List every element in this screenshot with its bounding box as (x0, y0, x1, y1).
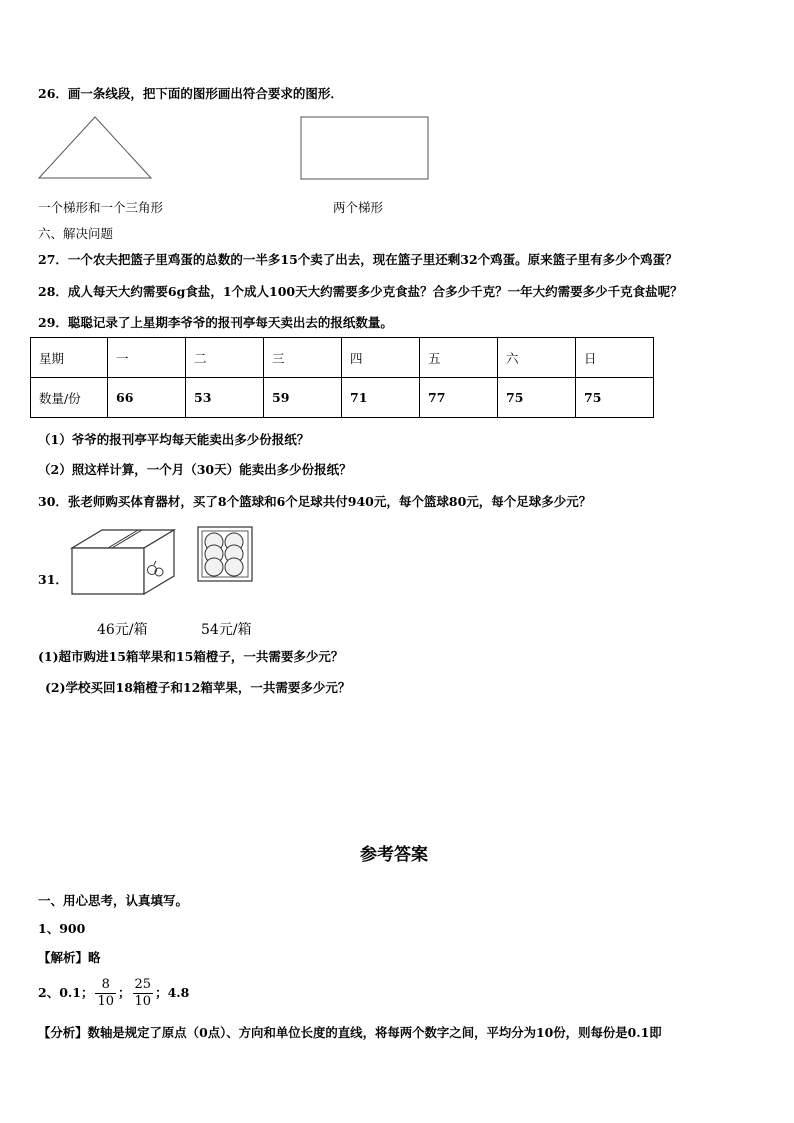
table-row (31, 338, 654, 378)
answer-1-note: 【解析】略 (38, 950, 101, 965)
table-cell: 53 (186, 378, 264, 418)
fraction-8-10 (95, 977, 116, 1010)
table-cell-label: 数量/份 (31, 378, 108, 418)
orange-price: 54元/箱 (201, 622, 252, 638)
q31-sub2: (2)学校买回18箱橙子和12箱苹果，一共需要多少元？ (45, 680, 351, 695)
answer-2-separator: ； (118, 985, 131, 1000)
q31-number: 31． (38, 572, 68, 587)
rectangle-figure (300, 116, 430, 182)
table-cell: 日 (576, 338, 654, 378)
table-cell: 二 (186, 338, 264, 378)
answers-heading: 参考答案 (360, 845, 428, 865)
answers-section1: 一、用心思考，认真填写。 (38, 893, 189, 908)
answer-2 (38, 975, 189, 1011)
table-cell: 75 (498, 378, 576, 418)
q29-sub2: （2）照这样计算，一个月（30天）能卖出多少份报纸？ (38, 462, 352, 477)
apple-box-icon (68, 526, 178, 598)
fraction-denominator: 10 (134, 994, 152, 1009)
answer-2-note: 【分析】数轴是规定了原点（0点）、方向和单位长度的直线，将每两个数字之间，平均分为10份，则每份是0.1即 (38, 1025, 662, 1040)
answer-2-prefix: 2、0.1； (38, 985, 94, 1000)
fraction-numerator: 8 (95, 977, 116, 994)
q29-title: 29．聪聪记录了上星期李爷爷的报刊亭每天卖出去的报纸数量。 (38, 315, 393, 330)
table-cell: 三 (264, 338, 342, 378)
answer-1: 1、900 (38, 921, 86, 936)
table-cell: 66 (108, 378, 186, 418)
table-cell-label: 星期 (31, 338, 108, 378)
section6-heading: 六、解决问题 (38, 226, 114, 241)
q31-sub1: (1)超市购进15箱苹果和15箱橙子，一共需要多少元？ (38, 649, 344, 664)
table-cell: 75 (576, 378, 654, 418)
apple-price: 46元/箱 (97, 622, 148, 638)
table-cell: 59 (264, 378, 342, 418)
q26-title: 26．画一条线段，把下面的图形画出符合要求的图形． (38, 86, 343, 101)
table-cell: 71 (342, 378, 420, 418)
orange-box-icon (196, 524, 254, 584)
q29-sub1: （1）爷爷的报刊亭平均每天能卖出多少份报纸？ (38, 432, 310, 447)
answer-2-suffix: ；4.8 (155, 985, 190, 1000)
newspaper-sales-table (30, 337, 654, 418)
table-cell: 四 (342, 338, 420, 378)
triangle-figure (36, 114, 154, 182)
table-cell: 77 (420, 378, 498, 418)
fraction-numerator: 25 (134, 977, 152, 992)
fraction-25-10 (133, 977, 154, 1010)
table-cell: 五 (420, 338, 498, 378)
table-cell: 一 (108, 338, 186, 378)
q26-caption-left: 一个梯形和一个三角形 (38, 200, 164, 215)
q26-caption-right: 两个梯形 (333, 200, 384, 215)
table-cell: 六 (498, 338, 576, 378)
q28-text: 28．成人每天大约需要6g食盐，1个成人100天大约需要多少克食盐？合多少千克？一年大约需要多少千克食盐呢？ (38, 284, 683, 299)
q27-text: 27．一个农夫把篮子里鸡蛋的总数的一半多15个卖了出去，现在篮子里还剩32个鸡蛋。原来篮子里有多少个鸡蛋？ (38, 252, 678, 267)
fraction-denominator: 10 (97, 994, 114, 1009)
table-row (31, 378, 654, 418)
q30-text: 30．张老师购买体育器材，买了8个篮球和6个足球共付940元，每个篮球80元，每个足球多少元？ (38, 494, 592, 509)
